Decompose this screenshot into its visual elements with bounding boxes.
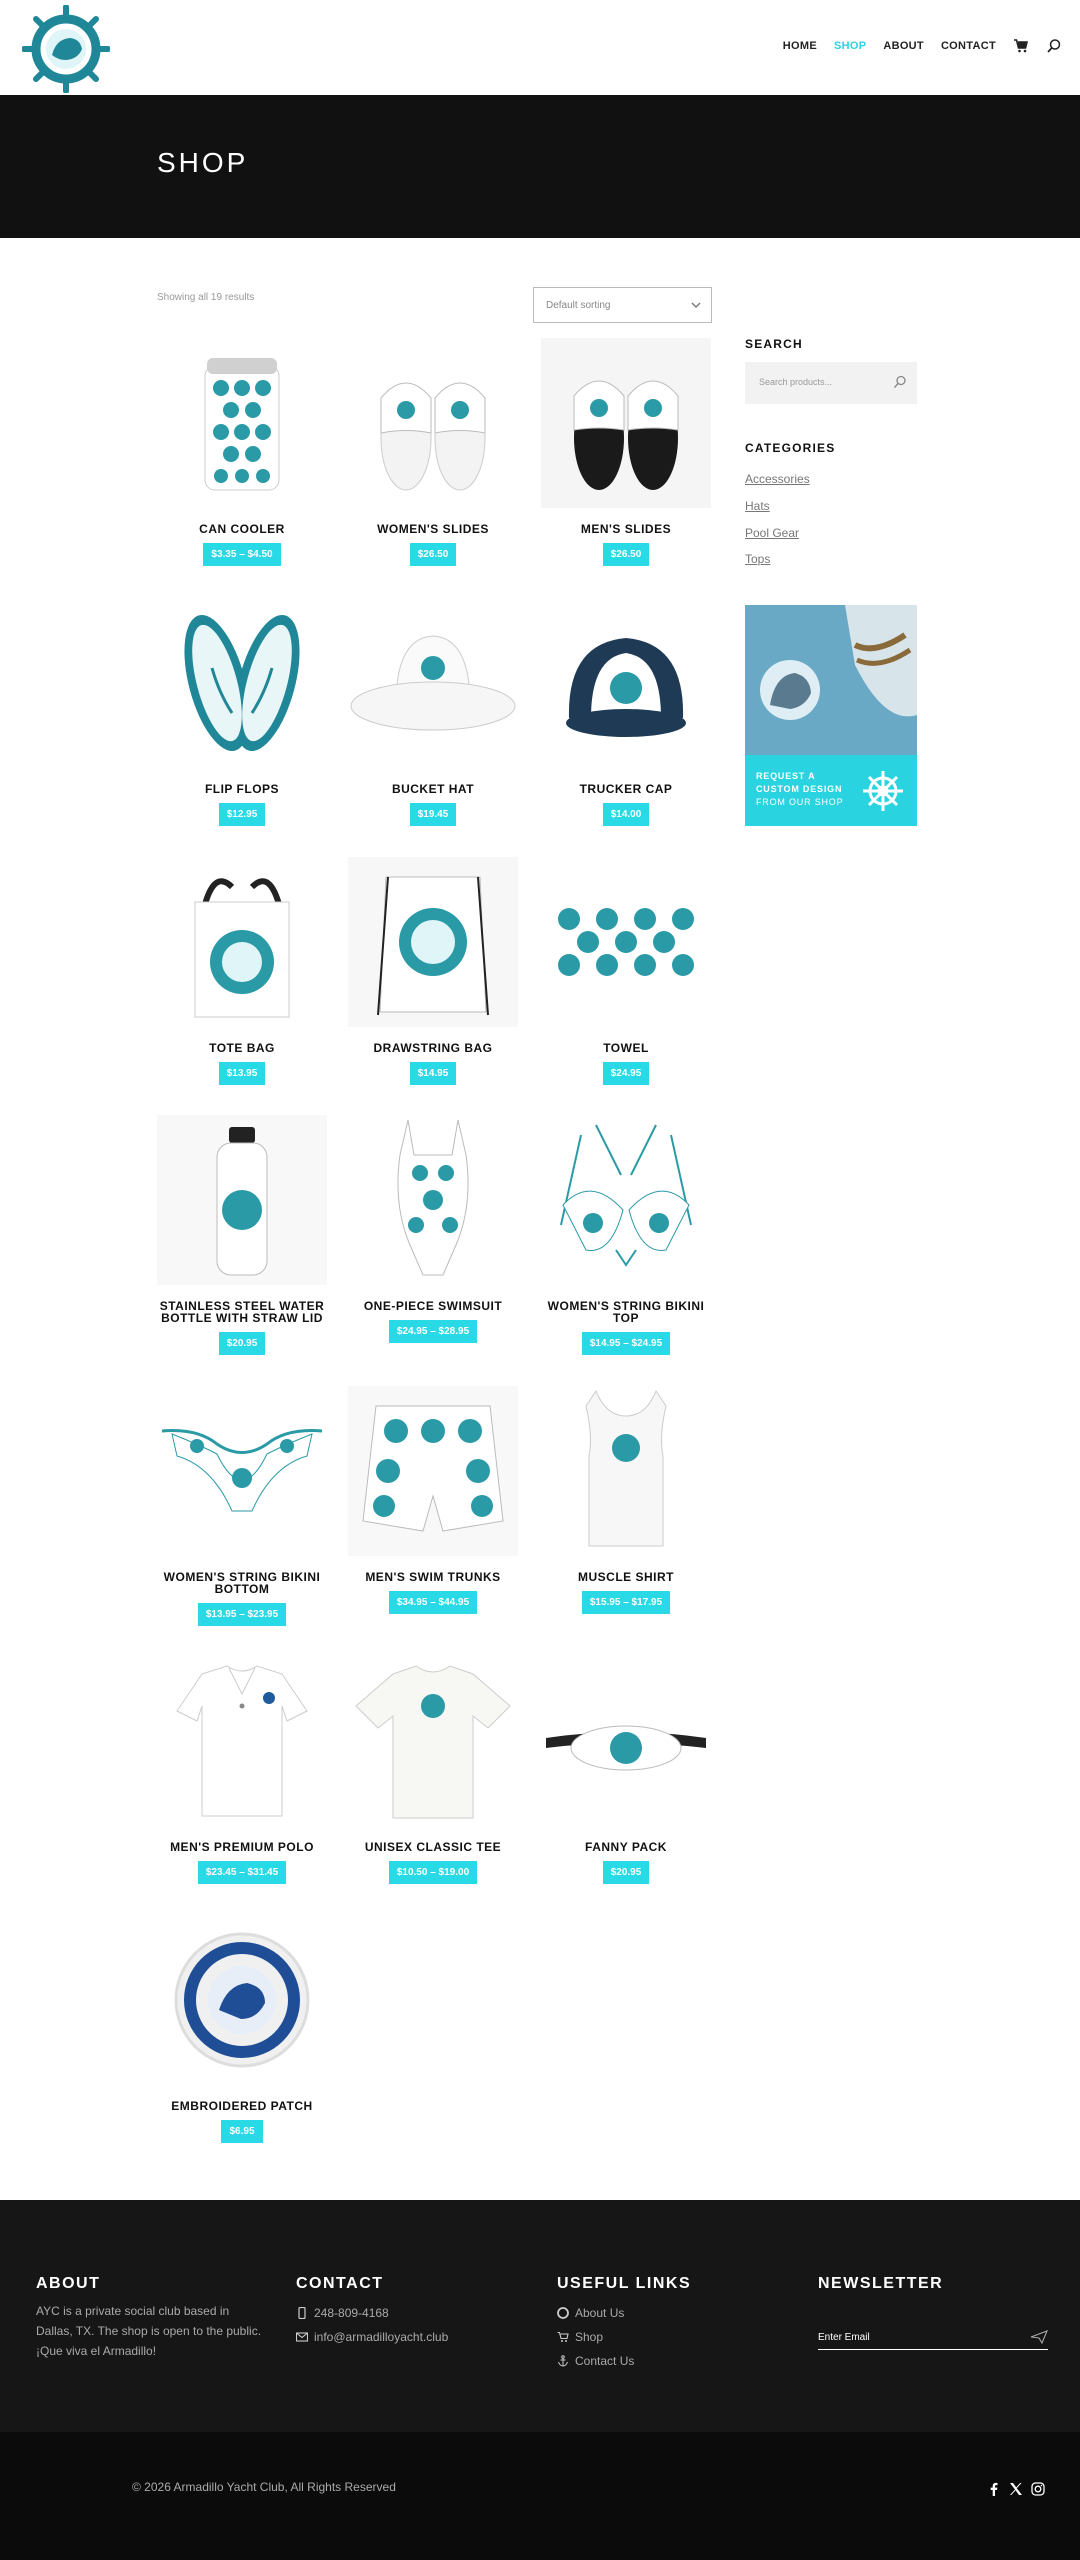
facebook-icon[interactable]: [987, 2482, 1001, 2496]
product-card[interactable]: [157, 1656, 327, 1884]
product-title[interactable]: WOMEN'S SLIDES: [377, 522, 489, 536]
footer-about: [36, 2275, 266, 2361]
armadillo-yacht-club-logo[interactable]: [22, 5, 110, 93]
product-price: $26.50: [410, 543, 457, 566]
product-title[interactable]: MEN'S PREMIUM POLO: [170, 1840, 314, 1854]
newsletter-placeholder: Enter Email: [818, 2332, 870, 2343]
product-title[interactable]: MUSCLE SHIRT: [578, 1570, 674, 1584]
footer-link-about[interactable]: [557, 2305, 691, 2321]
sorting-select[interactable]: [533, 287, 712, 323]
footer-bottom-bar: [0, 2432, 1080, 2560]
product-title[interactable]: BUCKET HAT: [391, 782, 475, 796]
product-image[interactable]: [348, 598, 518, 768]
copyright-text: © 2026 Armadillo Yacht Club, All Rights Reserved: [132, 2480, 396, 2494]
product-card[interactable]: [348, 1656, 518, 1884]
search-icon[interactable]: [1046, 38, 1062, 54]
product-title[interactable]: FANNY PACK: [585, 1840, 667, 1854]
product-card[interactable]: [157, 598, 327, 826]
product-image[interactable]: [157, 598, 327, 768]
nav-contact[interactable]: CONTACT: [940, 40, 996, 52]
product-image[interactable]: [157, 1386, 327, 1556]
footer-newsletter: [818, 2275, 943, 2293]
footer-phone-text[interactable]: 248-809-4168: [314, 2306, 389, 2320]
footer-link-contact[interactable]: [557, 2353, 691, 2369]
product-title[interactable]: MEN'S SLIDES: [580, 522, 672, 536]
nav-home[interactable]: HOME: [782, 40, 817, 52]
product-image[interactable]: [348, 1656, 518, 1826]
product-title[interactable]: CAN COOLER: [199, 522, 285, 536]
product-price: $34.95 – $44.95: [389, 1591, 477, 1614]
product-title[interactable]: EMBROIDERED PATCH: [171, 2099, 313, 2113]
product-image[interactable]: [348, 1115, 518, 1285]
product-title[interactable]: TRUCKER CAP: [579, 782, 673, 796]
product-price: $14.95: [410, 1062, 457, 1085]
promo-line-3: FROM OUR SHOP: [756, 797, 844, 807]
footer-contact-heading: CONTACT: [296, 2275, 384, 2292]
categories-heading: CATEGORIES: [745, 441, 836, 455]
product-title[interactable]: MEN'S SWIM TRUNKS: [365, 1570, 501, 1584]
category-link-hats[interactable]: Hats: [745, 499, 770, 513]
product-title[interactable]: WOMEN'S STRING BIKINI BOTTOM: [163, 1570, 321, 1596]
product-image[interactable]: [157, 857, 327, 1027]
footer-useful-links: [557, 2275, 691, 2369]
product-price: $10.50 – $19.00: [389, 1861, 477, 1884]
main-nav: [766, 38, 1062, 54]
product-image[interactable]: [157, 338, 327, 508]
product-title[interactable]: TOWEL: [603, 1041, 649, 1055]
footer-link-shop[interactable]: [557, 2329, 691, 2345]
product-card[interactable]: [157, 857, 327, 1085]
instagram-icon[interactable]: [1031, 2482, 1045, 2496]
custom-design-promo[interactable]: [745, 605, 917, 826]
product-price: $13.95: [219, 1062, 266, 1085]
footer-about-text: AYC is a private social club based in Dallas, TX. The shop is open to the public. ¡Que viva el Armadillo!: [36, 2304, 262, 2358]
product-image[interactable]: [541, 1115, 711, 1285]
footer-about-heading: ABOUT: [36, 2275, 101, 2292]
product-price: $14.00: [603, 803, 650, 826]
product-price: $14.95 – $24.95: [582, 1332, 670, 1355]
product-price: $12.95: [219, 803, 266, 826]
footer-link-contact-label[interactable]: Contact Us: [575, 2354, 635, 2368]
category-link-accessories[interactable]: Accessories: [745, 472, 810, 486]
footer-newsletter-heading: NEWSLETTER: [818, 2275, 944, 2292]
product-card[interactable]: [348, 1386, 518, 1614]
page-banner: [0, 95, 1080, 238]
footer-phone[interactable]: [296, 2305, 448, 2321]
chevron-down-icon: [691, 300, 701, 310]
product-title[interactable]: DRAWSTRING BAG: [373, 1041, 493, 1055]
product-price: $24.95 – $28.95: [389, 1320, 477, 1343]
product-card[interactable]: [157, 338, 327, 566]
product-image[interactable]: [348, 857, 518, 1027]
product-image[interactable]: [541, 1386, 711, 1556]
product-card[interactable]: [348, 1115, 518, 1343]
product-image[interactable]: [541, 1656, 711, 1826]
product-price: $13.95 – $23.95: [198, 1603, 286, 1626]
promo-line-1: REQUEST A: [756, 771, 816, 781]
x-twitter-icon[interactable]: [1009, 2482, 1023, 2496]
category-link-pool-gear[interactable]: Pool Gear: [745, 526, 800, 540]
envelope-icon: [296, 2331, 308, 2343]
product-title[interactable]: STAINLESS STEEL WATER BOTTLE WITH STRAW LID: [159, 1299, 325, 1325]
product-price: $3.35 – $4.50: [203, 543, 280, 566]
product-image[interactable]: [348, 338, 518, 508]
product-image[interactable]: [348, 1386, 518, 1556]
product-card[interactable]: [541, 1386, 711, 1614]
product-price: $26.50: [603, 543, 650, 566]
product-image[interactable]: [541, 598, 711, 768]
product-card[interactable]: [157, 1915, 327, 2143]
product-image[interactable]: [157, 1115, 327, 1285]
footer-links-heading: USEFUL LINKS: [557, 2275, 692, 2292]
product-title[interactable]: WOMEN'S STRING BIKINI TOP: [547, 1299, 705, 1325]
product-card[interactable]: [157, 1115, 327, 1355]
newsletter-email-input[interactable]: [818, 2328, 1048, 2350]
search-placeholder: Search products...: [759, 377, 833, 387]
page-title: SHOP: [157, 147, 249, 178]
product-price: $23.45 – $31.45: [198, 1861, 286, 1884]
cart-icon[interactable]: [1013, 38, 1029, 54]
product-card[interactable]: [348, 338, 518, 566]
product-card[interactable]: [541, 1115, 711, 1355]
product-price: $6.95: [221, 2120, 262, 2143]
product-price: $20.95: [603, 1861, 650, 1884]
product-image[interactable]: [157, 1656, 327, 1826]
product-card[interactable]: [541, 857, 711, 1085]
product-title[interactable]: TOTE BAG: [209, 1041, 275, 1055]
product-title[interactable]: FLIP FLOPS: [204, 782, 280, 796]
product-card[interactable]: [157, 1386, 327, 1626]
product-card[interactable]: [348, 598, 518, 826]
product-card[interactable]: [541, 1656, 711, 1884]
paper-plane-icon[interactable]: [1030, 2330, 1048, 2344]
nav-about[interactable]: ABOUT: [883, 40, 924, 52]
footer-email[interactable]: [296, 2329, 448, 2345]
product-price: $24.95: [603, 1062, 650, 1085]
promo-text: [756, 770, 843, 809]
product-card[interactable]: [348, 857, 518, 1085]
product-card[interactable]: [541, 598, 711, 826]
promo-line-2: CUSTOM DESIGN: [756, 784, 843, 794]
product-image[interactable]: [541, 338, 711, 508]
footer-contact: [296, 2275, 448, 2345]
product-title[interactable]: ONE-PIECE SWIMSUIT: [363, 1299, 503, 1313]
product-image[interactable]: [541, 857, 711, 1027]
category-link-tops[interactable]: Tops: [745, 552, 771, 566]
phone-icon: [296, 2307, 308, 2319]
product-price: $19.45: [410, 803, 457, 826]
sorting-select-value: Default sorting: [546, 300, 611, 311]
product-image[interactable]: [157, 1915, 327, 2085]
footer-link-about-label[interactable]: About Us: [575, 2306, 625, 2320]
life-ring-icon: [557, 2307, 569, 2319]
footer-email-text[interactable]: info@armadilloyacht.club: [314, 2330, 449, 2344]
product-search-input[interactable]: [745, 362, 917, 404]
search-heading: SEARCH: [745, 337, 803, 351]
search-icon[interactable]: [893, 375, 907, 389]
ships-wheel-icon: [863, 771, 903, 811]
cart-icon: [557, 2331, 569, 2343]
footer-link-shop-label[interactable]: Shop: [575, 2330, 604, 2344]
product-title[interactable]: UNISEX CLASSIC TEE: [364, 1840, 502, 1854]
product-price: $20.95: [219, 1332, 266, 1355]
product-price: $15.95 – $17.95: [582, 1591, 670, 1614]
site-header: [0, 0, 1080, 95]
result-count: Showing all 19 results: [157, 292, 255, 303]
product-card[interactable]: [541, 338, 711, 566]
nav-shop[interactable]: SHOP: [833, 40, 867, 52]
anchor-icon: [557, 2355, 569, 2367]
